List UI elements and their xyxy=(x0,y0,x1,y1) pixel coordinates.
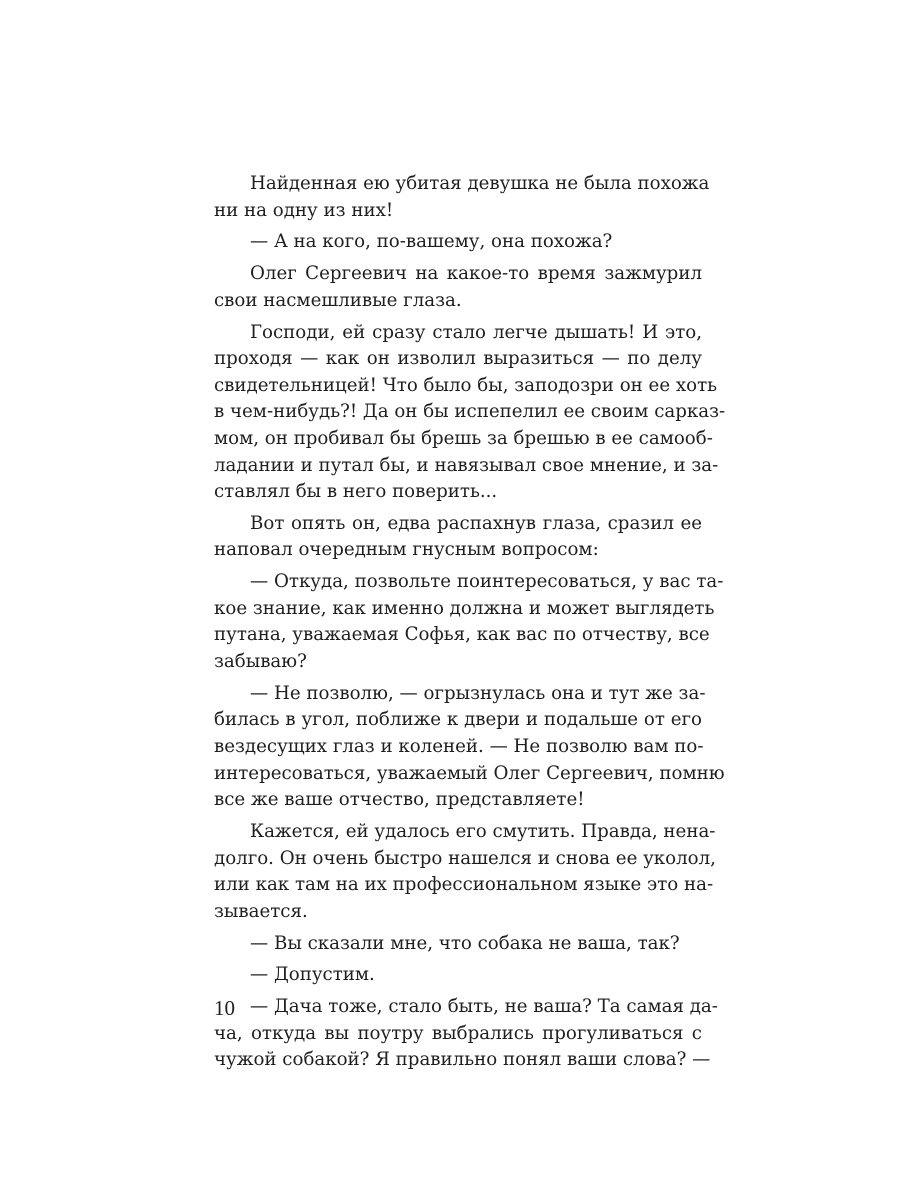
text-line: проходя — как он изволил выразиться — по делу xyxy=(214,348,702,370)
text-line: путана, уважаемая Софья, как вас по отчеству, все xyxy=(214,624,710,646)
text-line: Найденная ею убитая девушка не была похожа xyxy=(250,173,710,194)
text-line: — Дача тоже, стало быть, не ваша? Та самая да- xyxy=(250,996,718,1018)
text-line: — А на кого, по-вашему, она похожа? xyxy=(250,231,613,253)
text-line: ставлял бы в него поверить... xyxy=(214,481,498,503)
text-line: Кажется, ей удалось его смутить. Правда, нена- xyxy=(250,820,716,842)
text-line: — Вы сказали мне, что собака не ваша, так? xyxy=(250,932,680,954)
text-line: зывается. xyxy=(214,900,308,922)
text-line: свои насмешливые глаза. xyxy=(214,289,462,311)
text-line: Вот опять он, едва распахнув глаза, сразил ее xyxy=(250,512,702,534)
text-line: все же ваше отчество, представляете! xyxy=(214,789,585,811)
text-line: кое знание, как именно должна и может выглядеть xyxy=(214,597,715,619)
text-line: — Допустим. xyxy=(250,964,375,986)
text-line: Господи, ей сразу стало легче дышать! И это, xyxy=(250,321,702,343)
text-line: наповал очередным гнусным вопросом: xyxy=(214,539,599,561)
text-line: мом, он пробивал бы брешь за брешью в ее самооб- xyxy=(214,427,713,449)
text-line: — Откуда, позвольте поинтересоваться, у вас та- xyxy=(250,571,724,593)
text-line: билась в угол, поближе к двери и подальше от его xyxy=(214,709,702,731)
page-number: 10 xyxy=(214,996,235,1020)
text-line: ладании и путал бы, и навязывал свое мнение, и за- xyxy=(214,454,719,476)
text-line: вездесущих глаз и коленей. — Не позволю вам по- xyxy=(214,736,704,757)
text-line: свидетельницей! Что было бы, заподозри он ее хоть xyxy=(214,374,718,396)
text-line: ча, откуда вы поутру выбрались прогуливаться с xyxy=(214,1022,702,1044)
text-line: ни на одну из них! xyxy=(214,199,394,221)
text-line: Олег Сергеевич на какое-то время зажмурил xyxy=(250,263,702,285)
text-line: в чем-нибудь?! Да он бы испепелил ее своим сарказ- xyxy=(214,401,726,423)
text-line: чужой собакой? Я правильно понял ваши слова? — xyxy=(214,1049,711,1071)
text-line: — Не позволю, — огрызнулась она и тут же за- xyxy=(250,682,706,704)
text-line: долго. Он очень быстро нашелся и снова ее уколол, xyxy=(214,847,716,869)
page-body-text xyxy=(214,171,726,1074)
text-line: забываю? xyxy=(214,651,307,673)
text-line: интересоваться, уважаемый Олег Сергеевич, помню xyxy=(214,762,725,784)
text-line: или как там на их профессиональном языке это на- xyxy=(214,874,714,896)
